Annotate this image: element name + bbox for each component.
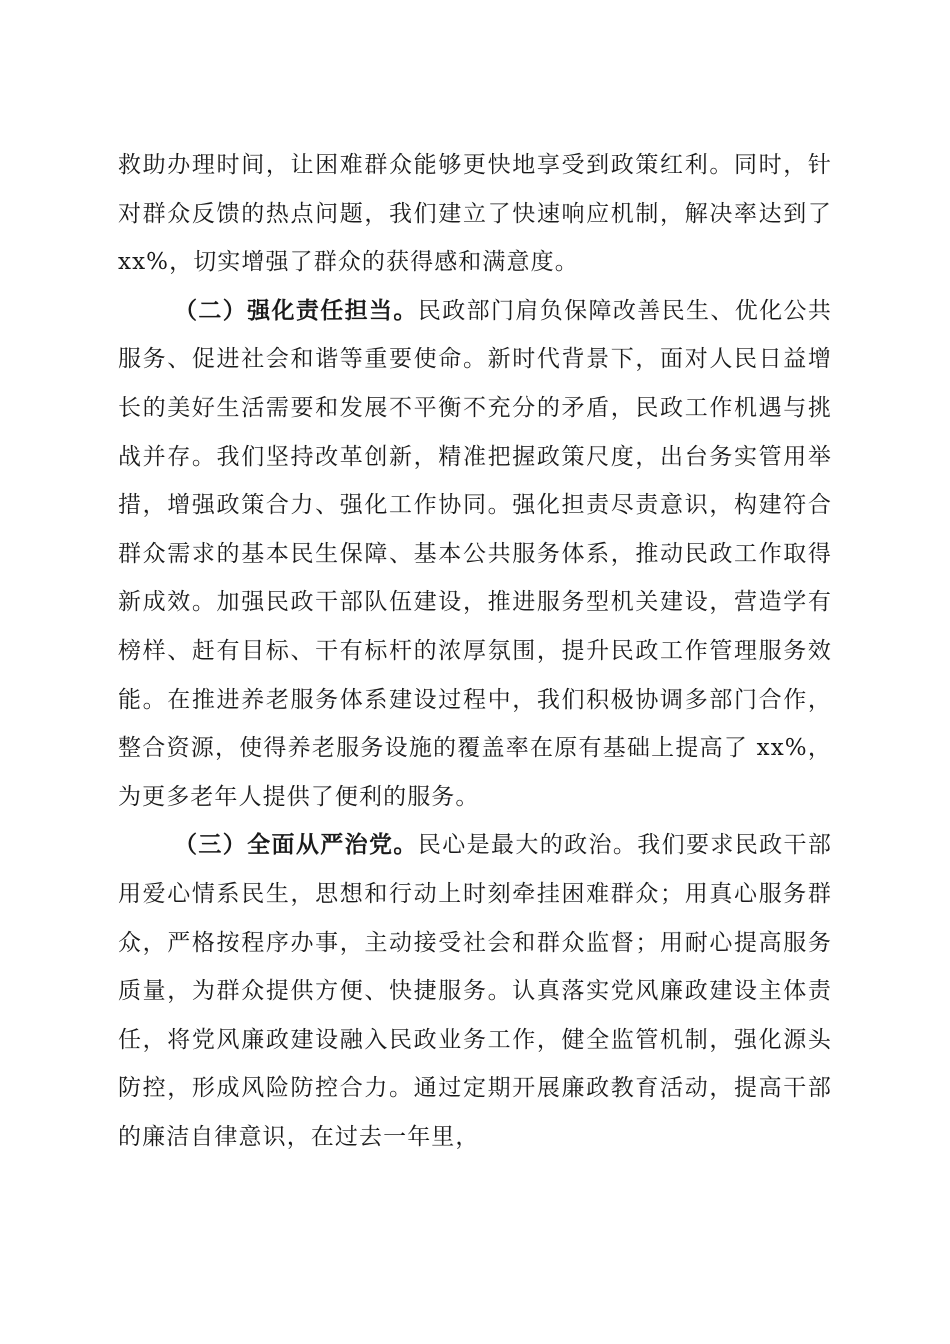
- paragraph-section-2: [118, 287, 832, 822]
- section-3-heading: （三）全面从严治党。: [174, 832, 418, 859]
- paragraph-intro: [118, 141, 832, 287]
- document-body: [118, 141, 832, 1161]
- paragraph-section-3: [118, 821, 832, 1161]
- section-2-heading: （二）强化责任担当。: [174, 297, 418, 324]
- paragraph-intro-text: 救助办理时间，让困难群众能够更快地享受到政策红利。同时，针对群众反馈的热点问题，我们建立了快速响应机制，解决率达到了 xx%，切实增强了群众的获得感和满意度。: [118, 152, 832, 276]
- section-2-text: 民政部门肩负保障改善民生、优化公共服务、促进社会和谐等重要使命。新时代背景下，面对人民日益增长的美好生活需要和发展不平衡不充分的矛盾，民政工作机遇与挑战并存。我们坚持改革创新，精准把握政策尺度，出台务实管用举措，增强政策合力、强化工作协同。强化担责尽责意识，构建符合群众需求的基本民生保障、基本公共服务体系，推动民政工作取得新成效。加强民政干部队伍建设，推进服务型机关建设，营造学有榜样、赶有目标、干有标杆的浓厚氛围，提升民政工作管理服务效能。在推进养老服务体系建设过程中，我们积极协调多部门合作，整合资源，使得养老服务设施的覆盖率在原有基础上提高了 xx%，为更多老年人提供了便利的服务。: [118, 297, 833, 810]
- section-3-text: 民心是最大的政治。我们要求民政干部用爱心情系民生，思想和行动上时刻牵挂困难群众；用真心服务群众，严格按程序办事，主动接受社会和群众监督；用耐心提高服务质量，为群众提供方便、快捷服务。认真落实党风廉政建设主体责任，将党风廉政建设融入民政业务工作，健全监管机制，强化源头防控，形成风险防控合力。通过定期开展廉政教育活动，提高干部的廉洁自律意识，在过去一年里，: [118, 832, 833, 1150]
